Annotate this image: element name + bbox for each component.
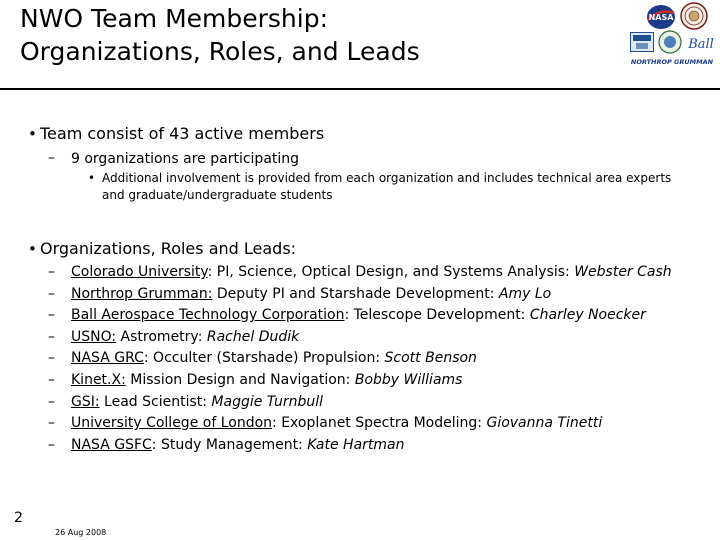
slide-title xyxy=(20,2,420,68)
list-dash: – xyxy=(48,350,55,366)
title-line-1: NWO Team Membership: xyxy=(20,4,329,33)
org-lead: Giovanna Tinetti xyxy=(486,415,603,431)
title-divider xyxy=(0,88,720,90)
list-dash: – xyxy=(48,307,55,323)
svg-text:NASA: NASA xyxy=(648,13,674,22)
list-dash: – xyxy=(48,437,55,453)
sub-sub-bullet-involvement xyxy=(102,170,702,204)
list-item xyxy=(71,305,646,326)
org-lead: Maggie Turnbull xyxy=(211,394,323,410)
involvement-line-1: Additional involvement is provided from each organization and includes technical area experts xyxy=(102,171,672,185)
org-lead: Bobby Williams xyxy=(354,372,463,388)
footer-date: 26 Aug 2008 xyxy=(55,528,107,537)
org-lead: Amy Lo xyxy=(498,286,552,302)
partner-logos xyxy=(626,0,718,68)
svg-text:Ball: Ball xyxy=(688,37,714,52)
org-name: Ball Aerospace Technology Corporation xyxy=(71,307,345,323)
list-dash: – xyxy=(48,264,55,280)
org-role: : Exoplanet Spectra Modeling: xyxy=(272,415,487,431)
list-dash: – xyxy=(48,415,55,431)
org-name: USNO: xyxy=(71,329,117,345)
list-item xyxy=(71,262,672,283)
usno-logo xyxy=(630,32,654,52)
nasa-logo xyxy=(646,4,676,30)
org-name: Kinet.X: xyxy=(71,372,126,388)
list-dash: – xyxy=(48,286,55,302)
org-role: Deputy PI and Starshade Development: xyxy=(212,286,499,302)
org-name: NASA GRC xyxy=(71,350,144,366)
org-role: : PI, Science, Optical Design, and Systems Analysis: xyxy=(207,264,575,280)
org-lead: Charley Noecker xyxy=(529,307,646,323)
org-role: Lead Scientist: xyxy=(99,394,212,410)
org-name: GSI: xyxy=(71,394,100,410)
org-role: : Occulter (Starshade) Propulsion: xyxy=(143,350,385,366)
list-item xyxy=(71,435,405,456)
list-dash: – xyxy=(48,329,55,345)
list-dash: – xyxy=(48,372,55,388)
list-item xyxy=(71,284,551,305)
org-lead: Kate Hartman xyxy=(307,437,405,453)
involvement-line-2: and graduate/undergraduate students xyxy=(102,188,333,202)
bullet-dot: • xyxy=(28,125,37,143)
title-line-2: Organizations, Roles, and Leads xyxy=(20,37,420,66)
org-name: Colorado University xyxy=(71,264,208,280)
page-number: 2 xyxy=(14,510,23,526)
list-dash: – xyxy=(48,394,55,410)
org-lead: Webster Cash xyxy=(574,264,672,280)
bullet-team-size: Team consist of 43 active members xyxy=(40,124,325,143)
org-name: University College of London xyxy=(71,415,273,431)
org-lead: Rachel Dudik xyxy=(206,329,300,345)
sub-sub-bullet-dot: • xyxy=(88,171,96,185)
org-role: Mission Design and Navigation: xyxy=(125,372,355,388)
list-item xyxy=(71,392,323,413)
ball-logo xyxy=(686,32,716,54)
northrop-grumman-logo xyxy=(626,56,718,66)
sub-bullet-dash: – xyxy=(48,150,55,166)
org-role: : Telescope Development: xyxy=(344,307,530,323)
list-item xyxy=(71,413,602,434)
org-name: NASA GSFC xyxy=(71,437,152,453)
gsfc-seal-logo xyxy=(658,30,682,54)
org-name: Northrop Grumman: xyxy=(71,286,213,302)
org-role: : Study Management: xyxy=(151,437,308,453)
list-item xyxy=(71,327,299,348)
bullet-dot: • xyxy=(28,240,37,258)
list-item xyxy=(71,370,462,391)
org-lead: Scott Benson xyxy=(384,350,477,366)
university-seal-logo xyxy=(680,2,708,30)
svg-text:NORTHROP GRUMMAN: NORTHROP GRUMMAN xyxy=(630,58,714,66)
sub-bullet-organizations: 9 organizations are participating xyxy=(71,151,300,167)
list-item xyxy=(71,348,477,369)
org-role: Astrometry: xyxy=(116,329,207,345)
bullet-orgs-roles-leads: Organizations, Roles and Leads: xyxy=(40,239,297,258)
